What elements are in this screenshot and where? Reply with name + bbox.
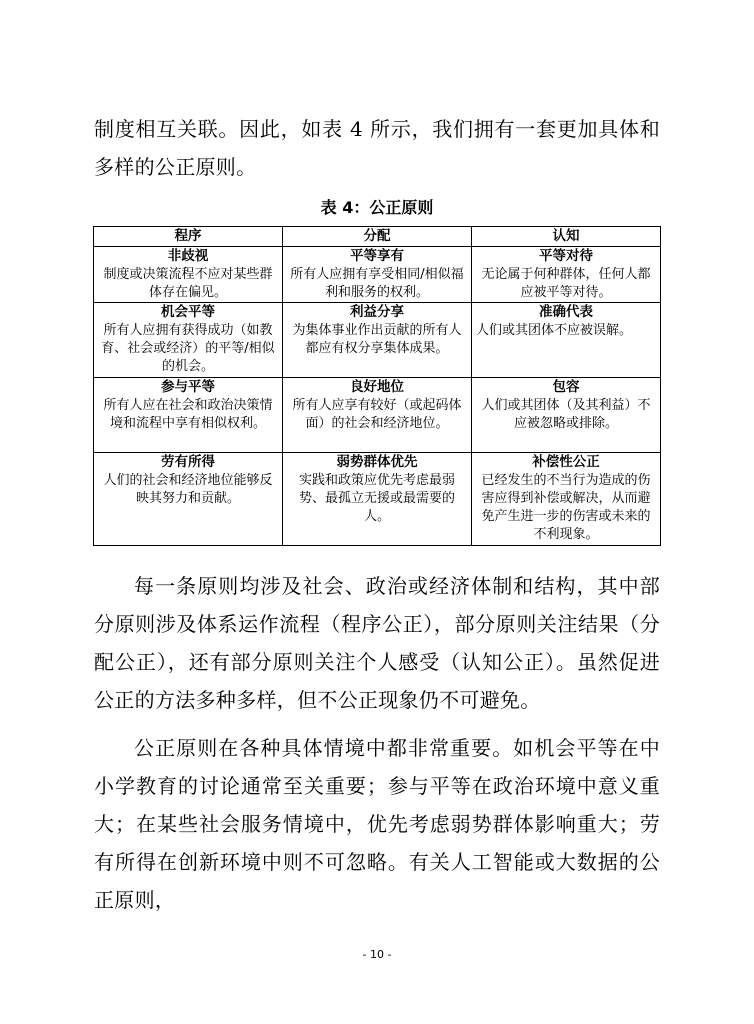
principle-title: 平等对待 [539, 248, 593, 264]
body-paragraph-2: 公正原则在各种具体情境中都非常重要。如机会平等在中小学教育的讨论通常至关重要；参与平等在政治环境中意义重大；在某些社会服务情境中，优先考虑弱势群体影响重大；劳有所得在创新环境中则不可忽略。有关人工智能或大数据的公正原则， [94, 736, 660, 912]
page-number: - 10 - [362, 948, 392, 961]
principle-description: 无论属于何种群体，任何人都应被平等对待。 [481, 267, 651, 300]
table-row [94, 247, 661, 303]
principle-description: 实践和政策应优先考虑最弱势、最孤立无援或最需要的人。 [298, 473, 455, 524]
table-cell [94, 378, 283, 453]
table-cell [283, 453, 472, 546]
table-cell [283, 378, 472, 453]
principle-title: 包容 [552, 379, 580, 395]
principle-description: 所有人应享有较好（或起码体面）的社会和经济地位。 [292, 398, 462, 431]
principle-title: 利益分享 [350, 304, 404, 320]
header-procedural: 程序 [94, 227, 283, 247]
body-paragraph-1: 每一条原则均涉及社会、政治或经济体制和结构，其中部分原则涉及体系运作流程（程序公正），部分原则关注结果（分配公正），还有部分原则关注个人感受（认知公正）。虽然促进公正的方法多种多样，但不公正现象仍不可避免。 [94, 574, 660, 712]
table-cell [472, 303, 661, 378]
header-recognitional: 认知 [472, 227, 661, 247]
principle-description: 人们或其团体（及其利益）不应被忽略或排除。 [481, 398, 651, 431]
principle-description: 人们或其团体不应被误解。 [476, 323, 633, 338]
table-cell [94, 453, 283, 546]
principle-description: 人们的社会和经济地位能够反映其努力和贡献。 [103, 473, 273, 506]
principle-description: 为集体事业作出贡献的所有人都应有权分享集体成果。 [292, 323, 462, 356]
table-header-row [94, 227, 661, 247]
principle-title: 良好地位 [350, 379, 404, 395]
table-cell [472, 378, 661, 453]
principle-title: 非歧视 [167, 248, 209, 264]
intro-paragraph: 制度相互关联。因此，如表 4 所示，我们拥有一套更加具体和多样的公正原则。 [94, 117, 660, 179]
principle-title: 机会平等 [161, 304, 215, 320]
header-distributive: 分配 [283, 227, 472, 247]
principle-title: 补偿性公正 [532, 454, 600, 470]
principle-description: 制度或决策流程不应对某些群体存在偏见。 [103, 267, 273, 300]
principle-title: 参与平等 [161, 379, 215, 395]
principle-description: 所有人应拥有获得成功（如教育、社会或经济）的平等/相似的机会。 [101, 323, 275, 374]
table-cell [283, 247, 472, 303]
table-cell [94, 247, 283, 303]
table-cell [472, 453, 661, 546]
principle-title: 劳有所得 [161, 454, 215, 470]
principle-description: 已经发生的不当行为造成的伤害应得到补偿或解决，从而避免产生进一步的伤害或未来的不利现象。 [481, 473, 651, 542]
table-row [94, 453, 661, 546]
principle-title: 弱势群体优先 [336, 454, 418, 470]
principle-title: 平等享有 [350, 248, 404, 264]
table-row [94, 303, 661, 378]
principle-description: 所有人应拥有享受相同/相似福利和服务的权利。 [290, 267, 464, 300]
justice-principles-table [93, 226, 661, 546]
table-caption: 表 4：公正原则 [320, 198, 434, 217]
table-cell [283, 303, 472, 378]
table-cell [94, 303, 283, 378]
table-row [94, 378, 661, 453]
principle-title: 准确代表 [539, 304, 593, 320]
principle-description: 所有人应在社会和政治决策情境和流程中享有相似权利。 [103, 398, 273, 431]
table-cell [472, 247, 661, 303]
